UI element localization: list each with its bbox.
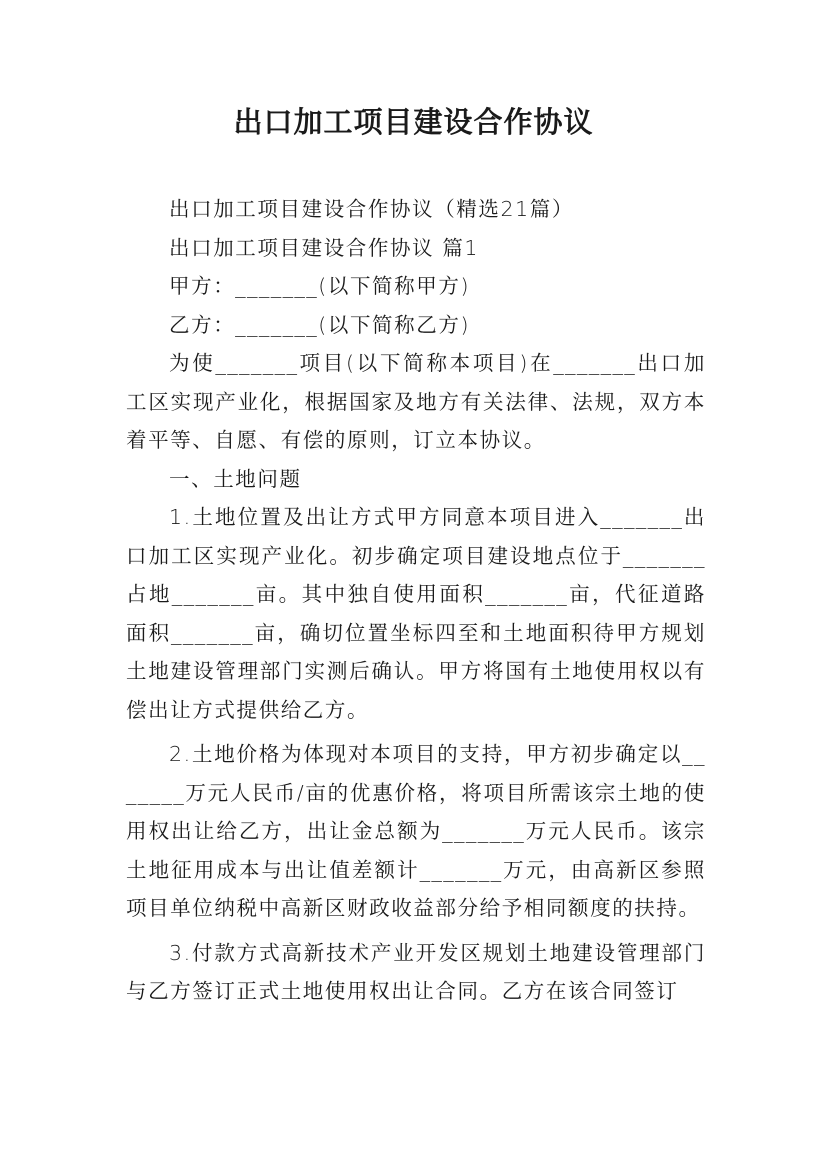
paragraph-clause-1: 1.土地位置及出让方式甲方同意本项目进入_______出口加工区实现产业化。初步确定项目建设地点位于_______占地_______亩。其中独自使用面积_______亩，代征道路面积_______亩，确切位置坐标四至和土地面积待甲方规划土地建设管理部门实测后确认。甲方将国有土地使用权以有偿出让方式提供给乙方。	[126, 505, 706, 722]
paragraph-preamble: 为使_______项目(以下简称本项目)在_______出口加工区实现产业化，根据国家及地方有关法律、法规，双方本着平等、自愿、有偿的原则，订立本协议。	[126, 351, 706, 452]
paragraph-section-heading: 出口加工项目建设合作协议 篇1	[169, 235, 480, 260]
paragraph-party-a: 甲方：_______(以下简称甲方)	[169, 274, 471, 298]
paragraph-party-b: 乙方：_______(以下简称乙方)	[169, 312, 471, 337]
paragraph-clause-2: 2.土地价格为体现对本项目的支持，甲方初步确定以_______万元人民币/亩的优惠价格，将项目所需该宗土地的使用权出让给乙方，出让金总额为_______万元人民币。该宗土地征用成本与出让值差额计_______万元，由高新区参照项目单位纳税中高新区财政收益部分给予相同额度的扶持。	[126, 742, 706, 920]
document-body	[126, 190, 706, 1011]
paragraph-subtitle: 出口加工项目建设合作协议（精选21篇）	[169, 197, 574, 221]
paragraph-clause-3: 3.付款方式高新技术产业开发区规划土地建设管理部门与乙方签订正式土地使用权出让合同。乙方在该合同签订	[126, 940, 706, 1003]
paragraph-land-heading: 一、土地问题	[169, 466, 302, 491]
document-title: 出口加工项目建设合作协议	[233, 105, 594, 139]
